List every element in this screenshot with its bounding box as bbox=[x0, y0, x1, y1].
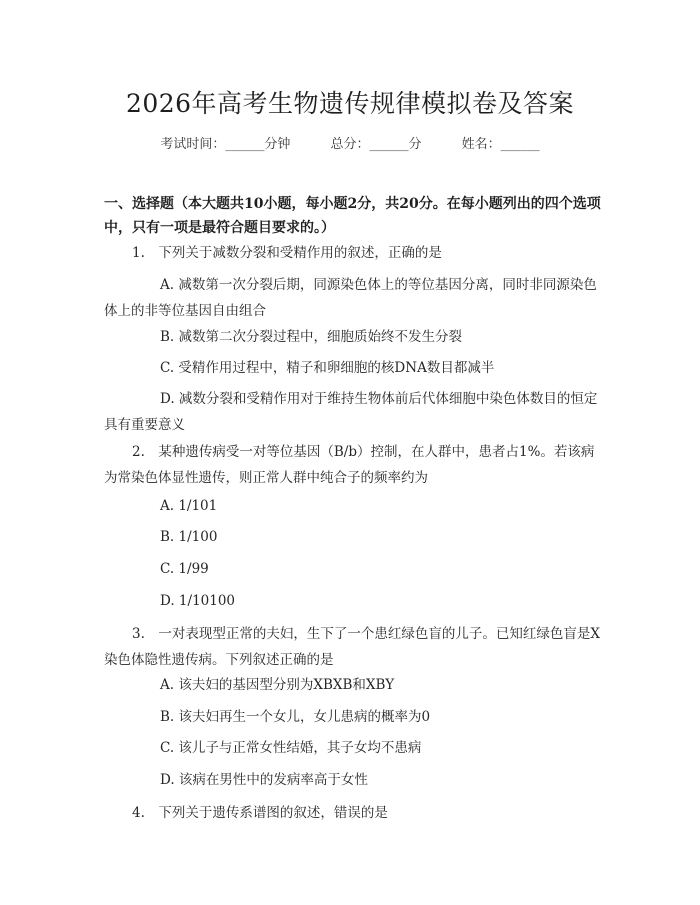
question-1-stem: 1. 下列关于减数分裂和受精作用的叙述，正确的是 bbox=[132, 245, 442, 261]
section-heading: 一、选择题（本大题共10小题，每小题2分，共20分。在每小题列出的四个选项中，只有一项是最符合题目要求的。） bbox=[104, 196, 601, 236]
question-3-option-d: D. 该病在男性中的发病率高于女性 bbox=[160, 772, 368, 788]
question-2-stem: 2. 某种遗传病受一对等位基因（B/b）控制，在人群中，患者占1%。若该病为常染色体显性遗传，则正常人群中纯合子的频率约为 bbox=[104, 444, 595, 486]
question-4-stem: 4. 下列关于遗传系谱图的叙述，错误的是 bbox=[132, 805, 388, 821]
question-2-option-c: C. 1/99 bbox=[160, 561, 209, 577]
question-1-option-a: A. 减数第一次分裂后期，同源染色体上的等位基因分离，同时非同源染色体上的非等位基因自由组合 bbox=[104, 277, 597, 319]
question-3-option-c: C. 该儿子与正常女性结婚，其子女均不患病 bbox=[160, 740, 422, 756]
exam-meta bbox=[0, 133, 700, 152]
question-3-option-a: A. 该夫妇的基因型分别为XBXB和XBY bbox=[160, 677, 395, 693]
question-2-option-d: D. 1/10100 bbox=[160, 593, 236, 609]
exam-name: 姓名：______ bbox=[461, 137, 540, 152]
question-1-option-b: B. 减数第二次分裂过程中，细胞质始终不发生分裂 bbox=[160, 329, 463, 345]
exam-time: 考试时间：______分钟 bbox=[160, 137, 291, 152]
question-2-option-b: B. 1/100 bbox=[160, 529, 218, 545]
question-2-option-a: A. 1/101 bbox=[160, 498, 218, 514]
page-title: 2026年高考生物遗传规律模拟卷及答案 bbox=[125, 89, 575, 118]
question-3-option-b: B. 该夫妇再生一个女儿，女儿患病的概率为0 bbox=[160, 709, 431, 725]
question-1-option-c: C. 受精作用过程中，精子和卵细胞的核DNA数目都减半 bbox=[160, 360, 495, 376]
question-1-option-d: D. 减数分裂和受精作用对于维持生物体前后代体细胞中染色体数目的恒定具有重要意义 bbox=[104, 391, 598, 433]
question-3-stem: 3. 一对表现型正常的夫妇，生下了一个患红绿色盲的儿子。已知红绿色盲是X染色体隐性遗传病。下列叙述正确的是 bbox=[104, 626, 600, 668]
exam-score: 总分：______分 bbox=[330, 137, 422, 152]
